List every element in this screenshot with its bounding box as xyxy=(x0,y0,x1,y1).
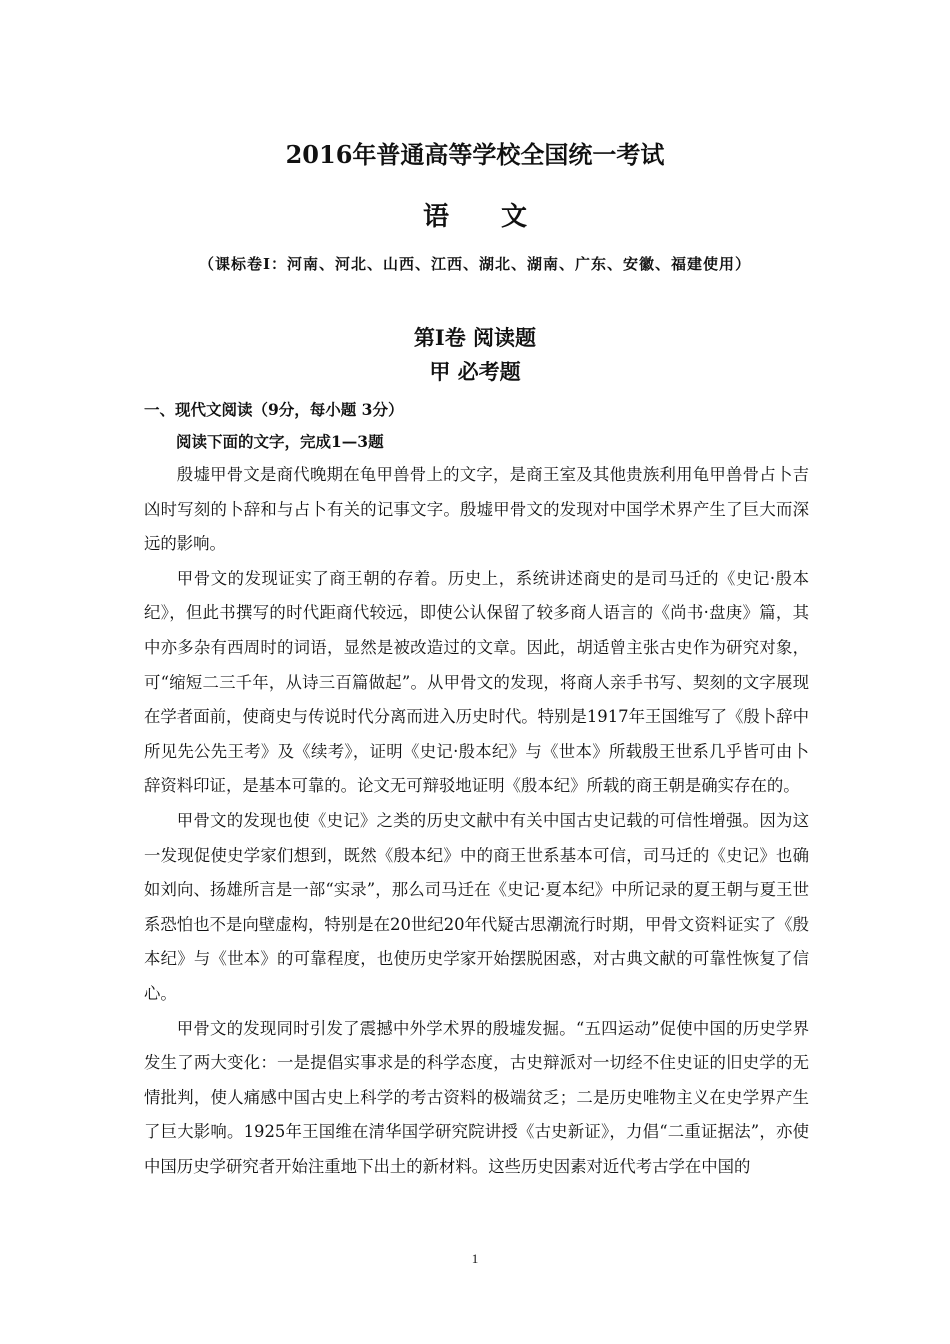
question-heading: 一、现代文阅读（9分，每小题 3分） xyxy=(144,400,404,419)
usage-note: （课标卷Ⅰ：河南、河北、山西、江西、湖北、湖南、广东、安徽、福建使用） xyxy=(198,255,752,273)
reading-instruction: 阅读下面的文字，完成1—3题 xyxy=(176,432,384,451)
section-title: 甲 必考题 xyxy=(429,359,521,384)
subject-title xyxy=(0,196,950,233)
subject-char-1: 语 xyxy=(422,202,449,232)
reading-passage xyxy=(144,458,809,1184)
passage-paragraph: 甲骨文的发现同时引发了震撼中外学术界的殷墟发掘。“五四运动”促使中国的历史学界发生了两大变化：一是提倡实事求是的科学态度，古史辩派对一切经不住史证的旧史学的无情批判，使人痛感中国古史上科学的考古资料的极端贫乏；二是历史唯物主义在史学界产生了巨大影响。1925年王国维在清华国学研究院讲授《古史新证》，力倡“二重证据法”，亦使中国历史学研究者开始注重地下出土的新材料。这些历史因素对近代考古学在中国的 xyxy=(144,1018,809,1176)
page-number: 1 xyxy=(471,1251,479,1266)
passage-paragraph: 甲骨文的发现证实了商王朝的存着。历史上，系统讲述商史的是司马迁的《史记·殷本纪》，但此书撰写的时代距商代较远，即使公认保留了较多商人语言的《尚书·盘庚》篇，其中亦多杂有西周时的词语，显然是被改造过的文章。因此，胡适曾主张古史作为研究对象，可“缩短二三千年，从诗三百篇做起”。从甲骨文的发现，将商人亲手书写、契刻的文字展现在学者面前，使商史与传说时代分离而进入历史时代。特别是1917年王国维写了《殷卜辞中所见先公先王考》及《续考》，证明《史记·殷本纪》与《世本》所载殷王世系几乎皆可由卜辞资料印证，是基本可靠的。论文无可辩驳地证明《殷本纪》所载的商王朝是确实存在的。 xyxy=(144,568,809,796)
exam-title: 2016年普通高等学校全国统一考试 xyxy=(285,140,665,169)
subject-char-2: 文 xyxy=(501,202,528,232)
passage-paragraph: 甲骨文的发现也使《史记》之类的历史文献中有关中国古史记载的可信性增强。因为这一发现促使史学家们想到，既然《殷本纪》中的商王世系基本可信，司马迁的《史记》也确如刘向、扬雄所言是一部“实录”，那么司马迁在《史记·夏本纪》中所记录的夏王朝与夏王世系恐怕也不是向壁虚构，特别是在20世纪20年代疑古思潮流行时期，甲骨文资料证实了《殷本纪》与《世本》的可靠程度，也使历史学家开始摆脱困惑，对古典文献的可靠性恢复了信心。 xyxy=(144,810,809,1003)
part-title: 第Ⅰ卷 阅读题 xyxy=(413,325,537,350)
passage-paragraph: 殷墟甲骨文是商代晚期在龟甲兽骨上的文字，是商王室及其他贵族利用龟甲兽骨占卜吉凶时写刻的卜辞和与占卜有关的记事文字。殷墟甲骨文的发现对中国学术界产生了巨大而深远的影响。 xyxy=(144,465,809,554)
